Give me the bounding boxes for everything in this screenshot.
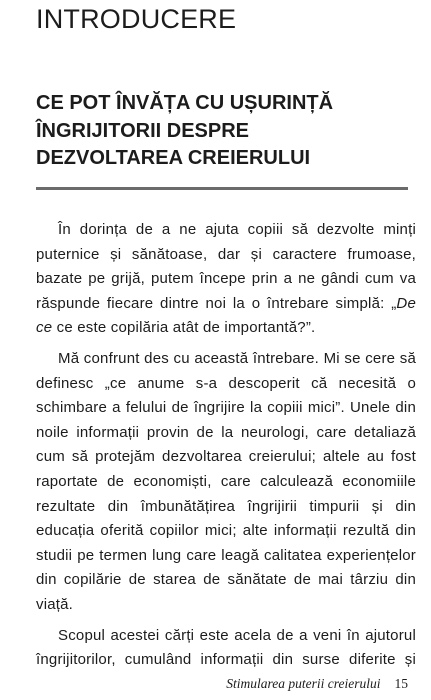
text-line: rezultate din îmbunătățirea îngrijirii timpurii și din (36, 497, 416, 515)
chapter-title: INTRODUCERE (36, 4, 237, 34)
text-line (36, 316, 416, 341)
section-heading-line: CE POT ÎNVĂȚA CU UȘURINȚĂ (36, 92, 334, 114)
text-line: bazate pe grijă, putem începe prin a ne gândi cum va (36, 270, 416, 288)
text-line: Scopul acestei cărți este acela de a veni în ajutorul (58, 626, 416, 644)
italic-text: ce (36, 319, 53, 337)
text-line: îngrijitorilor, cumulând informații din surse diferite și (36, 651, 416, 669)
text-line: definesc „ce anume s-a descoperit că necesită o (36, 374, 416, 392)
running-title: Stimularea puterii creierului (226, 676, 381, 691)
text-line: raportate de economiști, care calculează economiile (36, 472, 416, 490)
text-line: În dorința de a ne ajuta copiii să dezvolte minți (58, 221, 416, 238)
page-number: 15 (394, 676, 408, 691)
text-line: educația oferită copiilor mici; alte informații rezultă din (36, 522, 416, 540)
italic-text: De (396, 294, 416, 312)
text-line: puternice și sănătoase, dar și caractere frumoase, (36, 245, 416, 263)
section-divider (36, 187, 408, 190)
text-line: din copilărie de starea de sănătate de mai târziu din viață. (36, 571, 416, 613)
text-segment: ce este copilăria atât de importantă?”. (56, 319, 316, 337)
text-line: schimbare a felului de îngrijire la copiii mici”. Unele din (36, 399, 416, 417)
paragraph (36, 347, 416, 618)
text-line: studii pe termen lung care leagă calitatea experiențelor (36, 546, 416, 564)
text-segment: răspunde fiecare dintre noi la o întrebare simplă: „ (36, 294, 397, 312)
section-heading-line: DEZVOLTAREA CREIERULUI (36, 147, 311, 169)
text-line: Mă confrunt des cu această întrebare. Mi se cere să (58, 349, 416, 367)
body-text (36, 218, 416, 679)
section-heading-line: ÎNGRIJITORII DESPRE (36, 119, 250, 142)
section-heading (36, 90, 416, 173)
text-line: noile informații provin de la neurologi, care detaliază (36, 423, 416, 441)
paragraph (36, 624, 416, 673)
page-footer (0, 676, 408, 692)
paragraph (36, 218, 416, 341)
text-line (36, 292, 416, 317)
text-line: cum să protejăm dezvoltarea creierului; altele au fost (36, 448, 416, 466)
